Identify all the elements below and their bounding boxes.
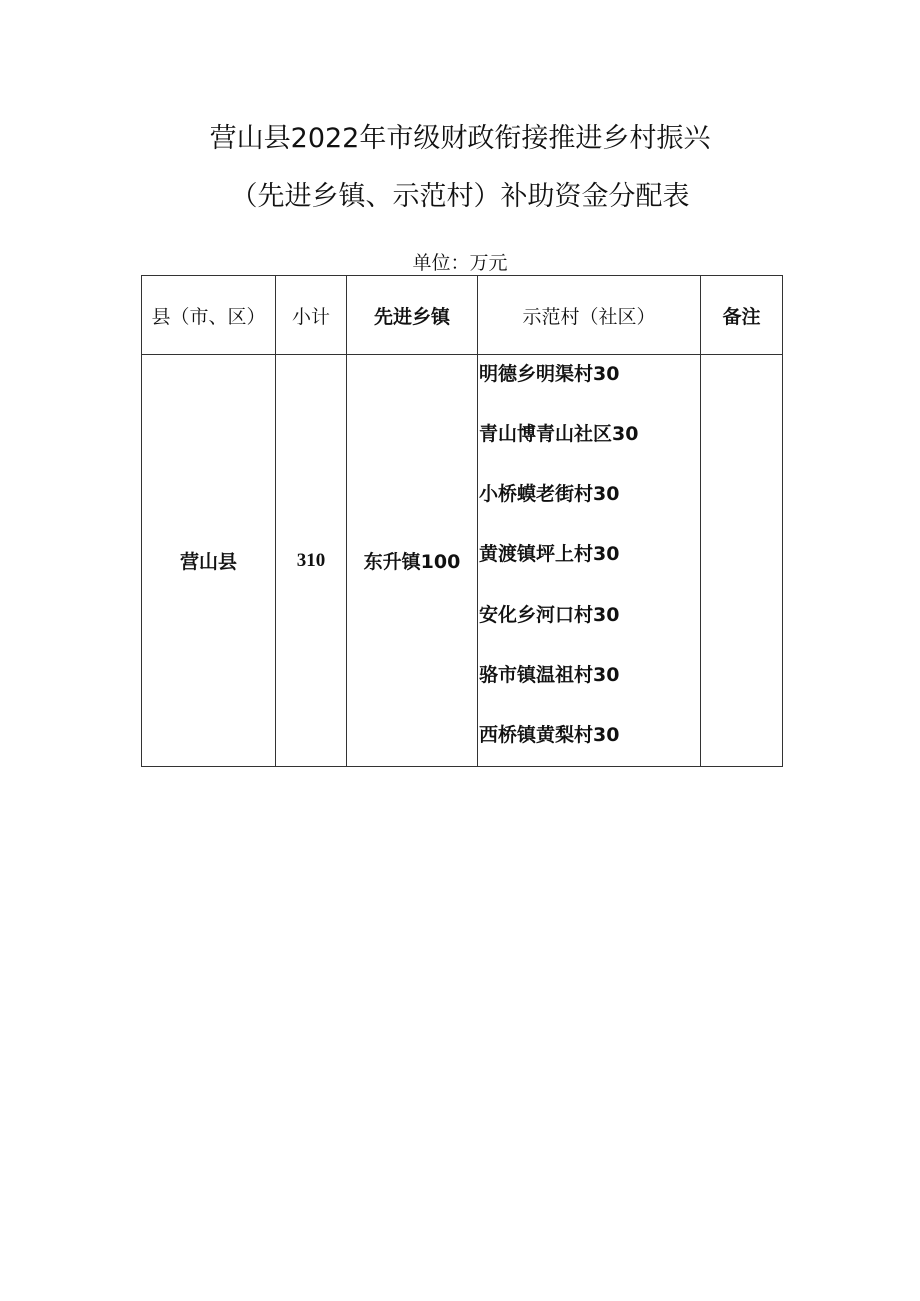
- village-item: 黄渡镇坪上村30: [479, 543, 620, 565]
- document-title-line-2: （先进乡镇、示范村）补助资金分配表: [230, 181, 690, 212]
- allocation-table: [141, 275, 783, 767]
- header-demo-village: 示范村（社区）: [478, 276, 701, 355]
- village-item: 骆市镇温祖村30: [479, 664, 620, 686]
- village-item: 安化乡河口村30: [479, 604, 620, 626]
- unit-label: 单位：万元: [412, 252, 508, 274]
- header-subtotal: 小计: [276, 276, 347, 355]
- cell-demo-villages: [478, 355, 701, 767]
- cell-subtotal: 310: [276, 355, 347, 767]
- village-item: 小桥蟆老街村30: [479, 483, 620, 505]
- cell-county: 营山县: [142, 355, 276, 767]
- header-county: 县（市、区）: [142, 276, 276, 355]
- cell-advanced-town: 东升镇100: [347, 355, 478, 767]
- table-row: [142, 355, 783, 767]
- village-item: 青山博青山社区30: [479, 423, 639, 445]
- village-item: 明德乡明渠村30: [479, 363, 620, 385]
- table-header-row: [142, 276, 783, 355]
- header-advanced-town: 先进乡镇: [347, 276, 478, 355]
- document-title-line-1: 营山县2022年市级财政衔接推进乡村振兴: [209, 123, 711, 154]
- header-remarks: 备注: [701, 276, 783, 355]
- village-item: 西桥镇黄梨村30: [479, 724, 620, 746]
- cell-remarks: [701, 355, 783, 767]
